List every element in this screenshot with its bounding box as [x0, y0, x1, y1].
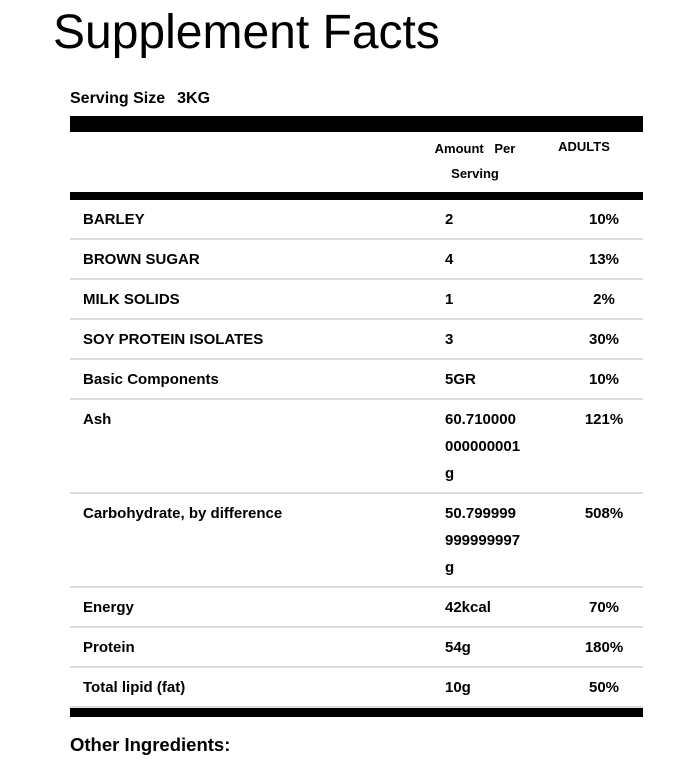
nutrient-amount: 5GR [445, 370, 476, 388]
column-spacer [521, 366, 565, 393]
column-spacer [521, 406, 565, 487]
table-header-row [70, 132, 643, 192]
nutrient-amount: 10g [445, 678, 471, 696]
nutrient-name: Ash [83, 410, 112, 428]
nutrient-percent: 13% [588, 250, 620, 268]
other-ingredients-label: Other Ingredients: [70, 734, 231, 755]
nutrient-percent: 2% [593, 290, 615, 308]
nutrient-name: Energy [83, 598, 134, 616]
page-title: Supplement Facts [53, 6, 440, 59]
nutrient-name: Carbohydrate, by difference [83, 504, 283, 522]
nutrient-percent: 121% [584, 410, 624, 428]
column-spacer [521, 326, 565, 353]
nutrient-amount: 1 [445, 290, 454, 308]
nutrient-percent: 180% [584, 638, 624, 656]
name-column-header-empty [70, 136, 425, 192]
table-row [70, 400, 643, 494]
nutrient-percent: 508% [584, 504, 624, 522]
table-row [70, 668, 643, 708]
table-row [70, 320, 643, 360]
nutrient-amount: 60.710000000000001g [445, 410, 521, 482]
nutrient-percent: 50% [588, 678, 620, 696]
nutrient-percent: 10% [588, 370, 620, 388]
nutrient-name: MILK SOLIDS [83, 290, 180, 308]
header-divider-bar [70, 192, 643, 200]
table-row [70, 200, 643, 240]
table-row [70, 628, 643, 668]
nutrient-percent: 70% [588, 598, 620, 616]
column-spacer [521, 246, 565, 273]
adults-column-header: ADULTS [558, 139, 610, 154]
amount-header-line1: Amount Per [434, 141, 516, 156]
nutrient-percent: 30% [588, 330, 620, 348]
column-spacer [521, 634, 565, 661]
serving-size-value: 3KG [177, 90, 211, 107]
bottom-divider-bar [70, 708, 643, 717]
column-spacer [521, 206, 565, 233]
column-spacer [521, 500, 565, 581]
table-row [70, 494, 643, 588]
table-row [70, 588, 643, 628]
table-row [70, 280, 643, 320]
nutrient-amount: 3 [445, 330, 454, 348]
nutrient-rows [70, 200, 643, 708]
nutrient-name: SOY PROTEIN ISOLATES [83, 330, 264, 348]
column-spacer [521, 286, 565, 313]
amount-header-line2: Serving [451, 166, 499, 181]
nutrient-amount: 2 [445, 210, 454, 228]
supplement-facts-panel [70, 88, 643, 756]
nutrient-amount: 54g [445, 638, 471, 656]
serving-size-label: Serving Size [70, 90, 166, 107]
nutrient-name: Basic Components [83, 370, 219, 388]
table-row [70, 240, 643, 280]
column-spacer [521, 594, 565, 621]
nutrient-amount: 50.799999999999997g [445, 504, 521, 576]
column-spacer [521, 674, 565, 701]
table-row [70, 360, 643, 400]
nutrient-name: Protein [83, 638, 135, 656]
nutrient-name: Total lipid (fat) [83, 678, 186, 696]
top-divider-bar [70, 116, 643, 132]
nutrient-name: BROWN SUGAR [83, 250, 200, 268]
nutrient-amount: 42kcal [445, 598, 491, 616]
amount-per-serving-header [425, 136, 525, 192]
nutrient-amount: 4 [445, 250, 454, 268]
nutrient-percent: 10% [588, 210, 620, 228]
nutrient-name: BARLEY [83, 210, 145, 228]
serving-size-row [70, 88, 643, 116]
